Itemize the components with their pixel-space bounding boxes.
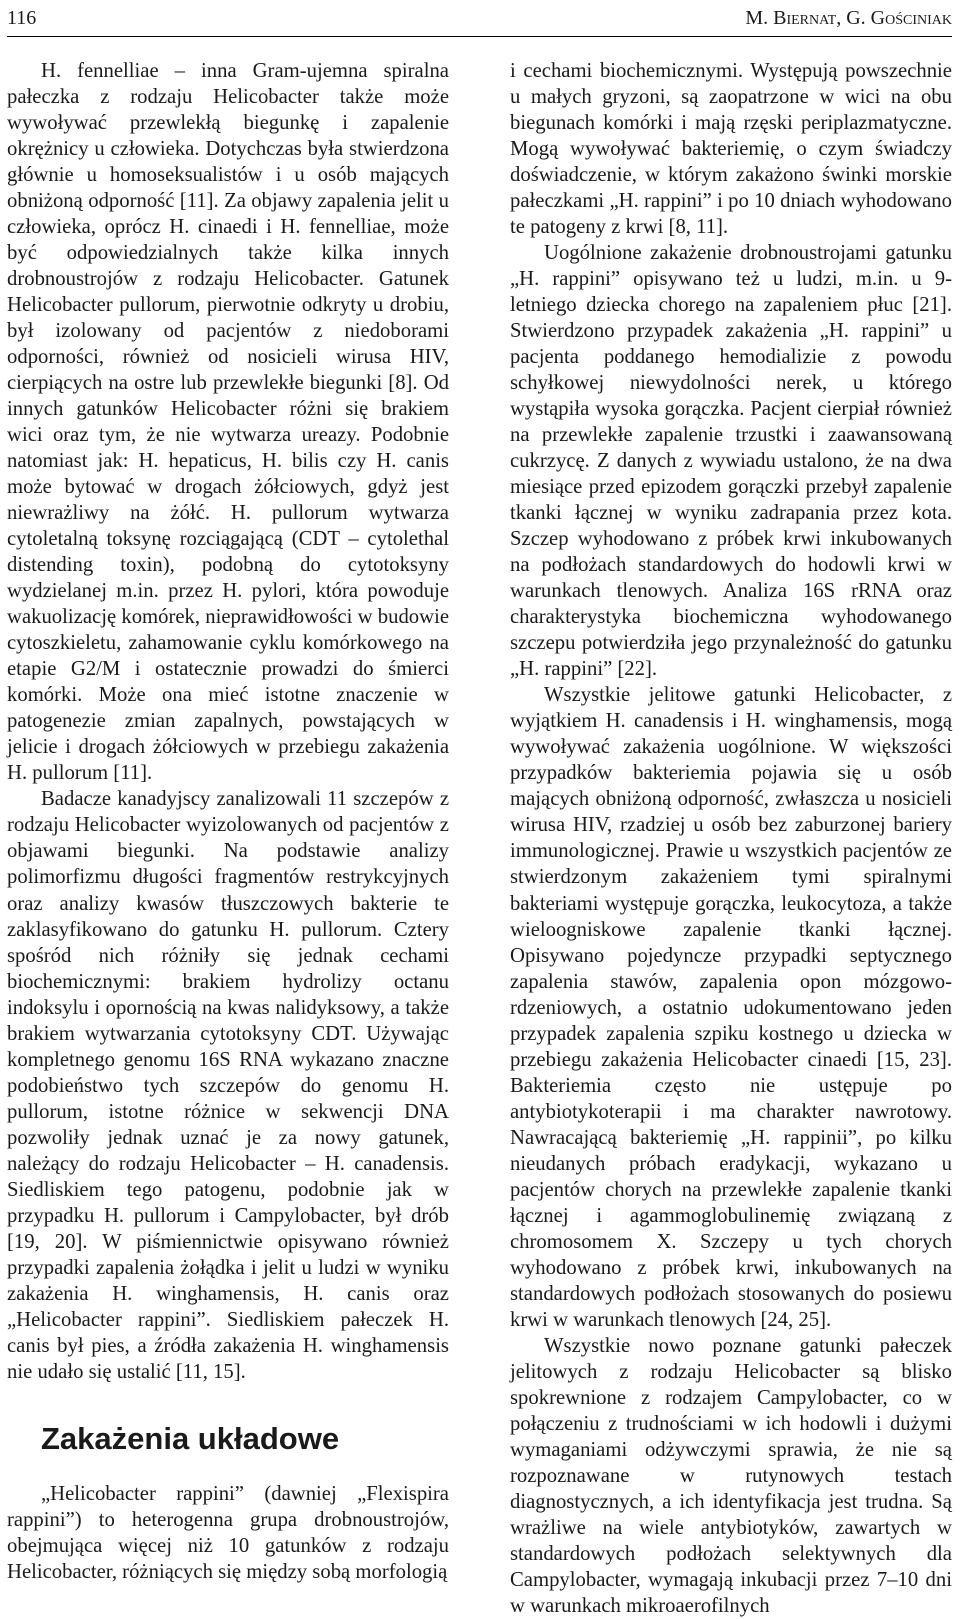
right-column [510,58,952,1619]
body-paragraph: i cechami biochemicznymi. Występują powszechnie u małych gryzoni, są zaopatrzone w wici na obu biegunach komórki i mają rzęski periplazmatyczne. Mogą wywoływać bakteriemię, o czym świadczy doświadczenie, w którym zakażono świnki morskie pałeczkami „H. rappini” i po 10 dniach wyhodowano te patogeny z krwi [8, 11]. [510,60,952,239]
body-paragraph: Badacze kanadyjscy zanalizowali 11 szczepów z rodzaju Helicobacter wyizolowanych od pacjentów z objawami biegunki. Na podstawie analizy polimorfizmu długości fragmentów restrykcyjnych oraz analizy kwasów tłuszczowych bakterie te zaklasyfikowano do gatunku H. pullorum. Cztery spośród nich różniły się jednak cechami biochemicznymi: brakiem hydrolizy octanu indoksylu i opornością na kwas nalidyksowy, a także brakiem wytwarzania cytotoksyny CDT. Używając kompletnego genomu 16S RNA wykazano znaczne podobieństwo tych szczepów do genomu H. pullorum, istotne różnice w sekwencji DNA pozwoliły jednak uznać je za nowy gatunek, należący do rodzaju Helicobacter – H. canadensis. Siedliskiem tego patogenu, podobnie jak w przypadku H. pullorum i Campylobacter, był drób [19, 20]. W piśmiennictwie opisywano również przypadki zapalenia żołądka i jelit u ludzi w wyniku zakażenia H. winghamensis, H. canis oraz „Helicobacter rappini”. Siedliskiem pałeczek H. canis był pies, a źródła zakażenia H. winghamensis nie udało się ustalić [11, 15]. [7,788,449,1383]
body-paragraph: Uogólnione zakażenie drobnoustrojami gatunku „H. rappini” opisywano też u ludzi, m.in. u 9-letniego dziecka chorego na zapaleniem płuc [21]. Stwierdzono przypadek zakażenia „H. rappini” u pacjenta poddanego hemodializie z powodu schyłkowej niewydolności nerek, u którego wystąpiła wysoka gorączka. Pacjent cierpiał również na przewlekłe zapalenie trzustki i zaawansowaną cukrzycę. Z danych z wywiadu ustalono, że na dwa miesiące przed epizodem gorączki przebył zapalenie tkanki łącznej w wyniku zadrapania przez kota. Szczep wyhodowano z próbek krwi inkubowanych na podłożach standardowych do hodowli krwi w warunkach tlenowych. Analiza 16S rRNA oraz charakterystyka biochemiczna wyhodowanego szczepu potwierdziła jego przynależność do gatunku „H. rappini” [22]. [510,242,952,681]
running-header [7,0,952,37]
left-column [7,58,449,1585]
body-paragraph: „Helicobacter rappini” (dawniej „Flexispira rappini”) to heterogenna grupa drobnoustrojów, obejmująca więcej niż 10 gatunków z rodzaju Helicobacter, różniących się między sobą morfologią [7,1482,449,1583]
body-paragraph: Wszystkie jelitowe gatunki Helicobacter, z wyjątkiem H. canadensis i H. winghamensis, mogą wywoływać zakażenia uogólnione. W większości przypadków bakteriemia pojawia się u osób mających obniżoną odporność, zwłaszcza u nosicieli wirusa HIV, rzadziej u osób bez zaburzonej bariery immunologicznej. Prawie u wszystkich pacjentów ze stwierdzonym zakażeniem tymi spiralnymi bakteriami występuje gorączka, leukocytoza, a także wieloogniskowe zapalenie tkanki łącznej. Opisywano pojedyncze przypadki septycznego zapalenia stawów, zapalenia opon mózgowo-rdzeniowych, a ostatnio udokumentowano jeden przypadek zapalenia szpiku kostnego u dziecka w przebiegu zakażenia Helicobacter cinaedi [15, 23]. Bakteriemia często nie ustępuje po antybiotykoterapii i ma charakter nawrotowy. Nawracającą bakteriemię „H. rappinii”, po kilku nieudanych próbach eradykacji, wykazano u pacjentów chorych na przewlekłe zapalenie tkanki łącznej i agammoglobulinemię związaną z chromosomem X. Szczepy u tych chorych wyhodowano z próbek krwi, inkubowanych na standardowych podłożach stosowanych do posiewu krwi w warunkach tlenowych [24, 25]. [510,684,952,1331]
body-paragraph: Wszystkie nowo poznane gatunki pałeczek jelitowych z rodzaju Helicobacter są blisko spokrewnione z rodzajem Campylobacter, co w połączeniu z trudnościami w ich hodowli i dużymi wymaganiami odżywczymi sprawia, że nie są rozpoznawane w rutynowych testach diagnostycznych, a ich identyfikacja jest trudna. Są wrażliwe na wiele antybiotyków, zawartych w standardowych podłożach selektywnych dla Campylobacter, wymagają inkubacji przez 7–10 dni w warunkach mikroaerofilnych [510,1334,952,1617]
section-heading: Zakażenia układowe [41,1420,340,1456]
body-paragraph: H. fennelliae – inna Gram-ujemna spiralna pałeczka z rodzaju Helicobacter także może wywoływać przewlekłą biegunkę i zapalenie okrężnicy u człowieka. Dotychczas była stwierdzona głównie u homoseksualistów i u osób mających obniżoną odporność [11]. Za objawy zapalenia jelit u człowieka, oprócz H. cinaedi i H. fennelliae, może być odpowiedzialnych także kilka innych drobnoustrojów z rodzaju Helicobacter. Gatunek Helicobacter pullorum, pierwotnie odkryty u drobiu, był izolowany od pacjentów z niedoborami odporności, również od nosicieli wirusa HIV, cierpiących na ostre lub przewlekłe biegunki [8]. Od innych gatunków Helicobacter różni się brakiem wici oraz tym, że nie wytwarza ureazy. Podobnie natomiast jak: H. hepaticus, H. bilis czy H. canis może bytować w drogach żółciowych, gdyż jest niewrażliwy na żółć. H. pullorum wytwarza cytoletalną toksynę rozciągającą (CDT – cytolethal distending toxin), podobną do cytotoksyny wydzielanej m.in. przez H. pylori, która powoduje wakuolizację komórek, nieprawidłowości w budowie cytoszkieletu, zahamowanie cyklu komórkowego na etapie G2/M i ostatecznie prowadzi do śmierci komórki. Może ona mieć istotne znaczenie w patogenezie zmian zapalnych, powstających w jelicie i drogach żółciowych w przebiegu zakażenia H. pullorum [11]. [7,60,449,785]
page-number: 116 [7,6,37,29]
running-header-authors: M. Biernat, G. Gościniak [745,6,952,29]
